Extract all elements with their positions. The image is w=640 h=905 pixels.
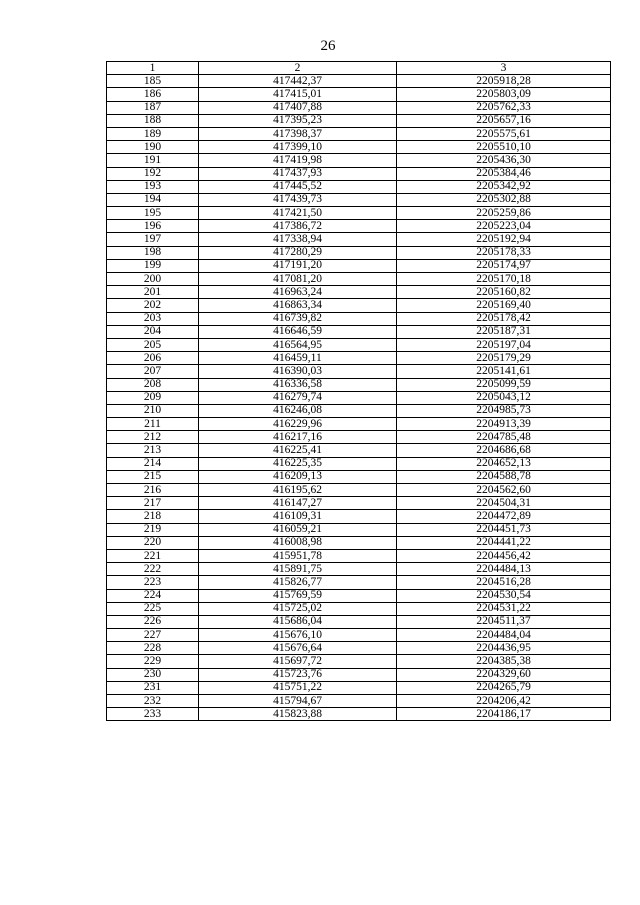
- table-cell: 415891,75: [199, 563, 397, 576]
- table-cell: 215: [107, 470, 199, 483]
- table-cell: 417191,20: [199, 259, 397, 272]
- table-row: [107, 497, 611, 510]
- table-row: [107, 681, 611, 694]
- table-cell: 417419,98: [199, 154, 397, 167]
- table-cell: 203: [107, 312, 199, 325]
- page-number: 26: [320, 38, 336, 54]
- table-cell: 204: [107, 325, 199, 338]
- table-cell: 212: [107, 431, 199, 444]
- table-cell: 2205259,86: [397, 207, 611, 220]
- table-cell: 417395,23: [199, 114, 397, 127]
- table-cell: 196: [107, 220, 199, 233]
- table-cell: 416246,08: [199, 404, 397, 417]
- table-cell: 2204206,42: [397, 695, 611, 708]
- table-row: [107, 352, 611, 365]
- table-cell: 191: [107, 154, 199, 167]
- table-row: [107, 391, 611, 404]
- table-cell: 2204385,38: [397, 655, 611, 668]
- table-cell: 198: [107, 246, 199, 259]
- table-row: [107, 536, 611, 549]
- table-cell: 2204686,68: [397, 444, 611, 457]
- table-cell: 2205160,82: [397, 286, 611, 299]
- table-cell: 2204985,73: [397, 404, 611, 417]
- table-cell: 230: [107, 668, 199, 681]
- table-row: [107, 655, 611, 668]
- table-row: [107, 180, 611, 193]
- table-row: [107, 470, 611, 483]
- table-cell: 207: [107, 365, 199, 378]
- table-cell: 2204329,60: [397, 668, 611, 681]
- table-cell: 2205510,10: [397, 141, 611, 154]
- table-cell: 416390,03: [199, 365, 397, 378]
- table-cell: 417415,01: [199, 88, 397, 101]
- table-cell: 417338,94: [199, 233, 397, 246]
- table-cell: 416195,62: [199, 484, 397, 497]
- table-row: [107, 114, 611, 127]
- table-row: [107, 576, 611, 589]
- table-cell: 2205169,40: [397, 299, 611, 312]
- table-cell: 417437,93: [199, 167, 397, 180]
- table-cell: 417398,37: [199, 127, 397, 140]
- table-row: [107, 273, 611, 286]
- table-cell: 2205342,92: [397, 180, 611, 193]
- table-row: [107, 378, 611, 391]
- table-cell: 416225,35: [199, 457, 397, 470]
- table-cell: 205: [107, 338, 199, 351]
- table-cell: 415676,64: [199, 642, 397, 655]
- table-row: [107, 246, 611, 259]
- table-cell: 2204531,22: [397, 602, 611, 615]
- table-cell: 190: [107, 141, 199, 154]
- table-cell: 193: [107, 180, 199, 193]
- table-cell: 224: [107, 589, 199, 602]
- table-cell: 233: [107, 708, 199, 721]
- table-cell: 2205099,59: [397, 378, 611, 391]
- table-row: [107, 549, 611, 562]
- table-cell: 415769,59: [199, 589, 397, 602]
- table-cell: 2205223,04: [397, 220, 611, 233]
- table-cell: 416059,21: [199, 523, 397, 536]
- header-row: [107, 62, 611, 75]
- table-row: [107, 75, 611, 88]
- table-cell: 416225,41: [199, 444, 397, 457]
- coordinates-table: [106, 61, 611, 721]
- table-row: [107, 615, 611, 628]
- table-cell: 214: [107, 457, 199, 470]
- table-row: [107, 312, 611, 325]
- table-cell: 2204441,22: [397, 536, 611, 549]
- table-cell: 417442,37: [199, 75, 397, 88]
- table-cell: 2204472,89: [397, 510, 611, 523]
- table-cell: 2205803,09: [397, 88, 611, 101]
- table-cell: 213: [107, 444, 199, 457]
- table-cell: 2204451,73: [397, 523, 611, 536]
- table-row: [107, 431, 611, 444]
- table-cell: 416739,82: [199, 312, 397, 325]
- table-cell: 415794,67: [199, 695, 397, 708]
- table-row: [107, 259, 611, 272]
- table-cell: 2205657,16: [397, 114, 611, 127]
- table-cell: 416008,98: [199, 536, 397, 549]
- table-cell: 2205384,46: [397, 167, 611, 180]
- table-cell: 416109,31: [199, 510, 397, 523]
- table-cell: 2205178,42: [397, 312, 611, 325]
- table-cell: 416646,59: [199, 325, 397, 338]
- table-cell: 415725,02: [199, 602, 397, 615]
- header-cell-1: 1: [107, 62, 199, 75]
- table-cell: 415826,77: [199, 576, 397, 589]
- table-cell: 2205436,30: [397, 154, 611, 167]
- table-cell: 185: [107, 75, 199, 88]
- table-cell: 219: [107, 523, 199, 536]
- table-cell: 415951,78: [199, 549, 397, 562]
- table-row: [107, 523, 611, 536]
- table-cell: 195: [107, 207, 199, 220]
- table-row: [107, 642, 611, 655]
- table-cell: 2204516,28: [397, 576, 611, 589]
- table-cell: 2204484,04: [397, 629, 611, 642]
- table-cell: 2204530,54: [397, 589, 611, 602]
- table-header: [107, 62, 611, 75]
- table-cell: 2204511,37: [397, 615, 611, 628]
- table-row: [107, 484, 611, 497]
- table-cell: 222: [107, 563, 199, 576]
- table-cell: 415686,04: [199, 615, 397, 628]
- table-row: [107, 510, 611, 523]
- table-row: [107, 207, 611, 220]
- table-row: [107, 101, 611, 114]
- table-cell: 2204436,95: [397, 642, 611, 655]
- table-cell: 2205141,61: [397, 365, 611, 378]
- table-row: [107, 141, 611, 154]
- table-row: [107, 286, 611, 299]
- table-cell: 2205197,04: [397, 338, 611, 351]
- table-cell: 2205174,97: [397, 259, 611, 272]
- table-cell: 2205178,33: [397, 246, 611, 259]
- table-cell: 415751,22: [199, 681, 397, 694]
- table-cell: 2204504,31: [397, 497, 611, 510]
- table-row: [107, 167, 611, 180]
- table-cell: 225: [107, 602, 199, 615]
- table-cell: 206: [107, 352, 199, 365]
- table-row: [107, 325, 611, 338]
- table-cell: 2205043,12: [397, 391, 611, 404]
- table-cell: 2205575,61: [397, 127, 611, 140]
- table-row: [107, 88, 611, 101]
- table-cell: 189: [107, 127, 199, 140]
- table-row: [107, 563, 611, 576]
- table-cell: 192: [107, 167, 199, 180]
- table-row: [107, 365, 611, 378]
- table-cell: 188: [107, 114, 199, 127]
- table-cell: 2205187,31: [397, 325, 611, 338]
- table-row: [107, 444, 611, 457]
- table-cell: 229: [107, 655, 199, 668]
- table-cell: 416863,34: [199, 299, 397, 312]
- table-cell: 417439,73: [199, 193, 397, 206]
- table-row: [107, 629, 611, 642]
- table-cell: 2204652,13: [397, 457, 611, 470]
- table-cell: 2205762,33: [397, 101, 611, 114]
- table-row: [107, 457, 611, 470]
- table-cell: 417386,72: [199, 220, 397, 233]
- table-cell: 416279,74: [199, 391, 397, 404]
- table-cell: 217: [107, 497, 199, 510]
- table-row: [107, 404, 611, 417]
- table-cell: 415823,88: [199, 708, 397, 721]
- table-cell: 2204265,79: [397, 681, 611, 694]
- table-cell: 415676,10: [199, 629, 397, 642]
- header-cell-2: 2: [199, 62, 397, 75]
- table-cell: 201: [107, 286, 199, 299]
- table-cell: 186: [107, 88, 199, 101]
- table-cell: 210: [107, 404, 199, 417]
- table-cell: 2204588,78: [397, 470, 611, 483]
- table-cell: 220: [107, 536, 199, 549]
- table-cell: 227: [107, 629, 199, 642]
- table-cell: 232: [107, 695, 199, 708]
- table-cell: 2204913,39: [397, 418, 611, 431]
- table-cell: 218: [107, 510, 199, 523]
- table-cell: 416217,16: [199, 431, 397, 444]
- table-row: [107, 668, 611, 681]
- table-cell: 216: [107, 484, 199, 497]
- table-cell: 208: [107, 378, 199, 391]
- table-row: [107, 602, 611, 615]
- table-row: [107, 154, 611, 167]
- table-cell: 417280,29: [199, 246, 397, 259]
- table-cell: 231: [107, 681, 199, 694]
- table-cell: 416963,24: [199, 286, 397, 299]
- table-cell: 417081,20: [199, 273, 397, 286]
- table-cell: 211: [107, 418, 199, 431]
- table-cell: 416229,96: [199, 418, 397, 431]
- header-cell-3: 3: [397, 62, 611, 75]
- table-cell: 187: [107, 101, 199, 114]
- table-cell: 2204562,60: [397, 484, 611, 497]
- table-cell: 202: [107, 299, 199, 312]
- table-cell: 416209,13: [199, 470, 397, 483]
- table-row: [107, 708, 611, 721]
- table-row: [107, 299, 611, 312]
- table-cell: 209: [107, 391, 199, 404]
- table-cell: 199: [107, 259, 199, 272]
- table-row: [107, 695, 611, 708]
- table-cell: 415723,76: [199, 668, 397, 681]
- table-cell: 416147,27: [199, 497, 397, 510]
- table-cell: 2204785,48: [397, 431, 611, 444]
- table-body: [107, 75, 611, 721]
- table-cell: 2204484,13: [397, 563, 611, 576]
- table-cell: 226: [107, 615, 199, 628]
- table-cell: 2205192,94: [397, 233, 611, 246]
- table-cell: 417445,52: [199, 180, 397, 193]
- table-row: [107, 338, 611, 351]
- table-cell: 417421,50: [199, 207, 397, 220]
- table-cell: 2204186,17: [397, 708, 611, 721]
- table-row: [107, 220, 611, 233]
- table-cell: 415697,72: [199, 655, 397, 668]
- table-cell: 417399,10: [199, 141, 397, 154]
- table-cell: 2205918,28: [397, 75, 611, 88]
- table-cell: 221: [107, 549, 199, 562]
- table-cell: 416564,95: [199, 338, 397, 351]
- table-row: [107, 233, 611, 246]
- table-cell: 2205302,88: [397, 193, 611, 206]
- table-cell: 197: [107, 233, 199, 246]
- table-cell: 2204456,42: [397, 549, 611, 562]
- table-cell: 2205179,29: [397, 352, 611, 365]
- table-cell: 416336,58: [199, 378, 397, 391]
- table-row: [107, 589, 611, 602]
- table-row: [107, 418, 611, 431]
- table-cell: 223: [107, 576, 199, 589]
- table-row: [107, 127, 611, 140]
- table-cell: 228: [107, 642, 199, 655]
- table-cell: 417407,88: [199, 101, 397, 114]
- table-row: [107, 193, 611, 206]
- table-cell: 194: [107, 193, 199, 206]
- table-cell: 200: [107, 273, 199, 286]
- table-cell: 2205170,18: [397, 273, 611, 286]
- table-cell: 416459,11: [199, 352, 397, 365]
